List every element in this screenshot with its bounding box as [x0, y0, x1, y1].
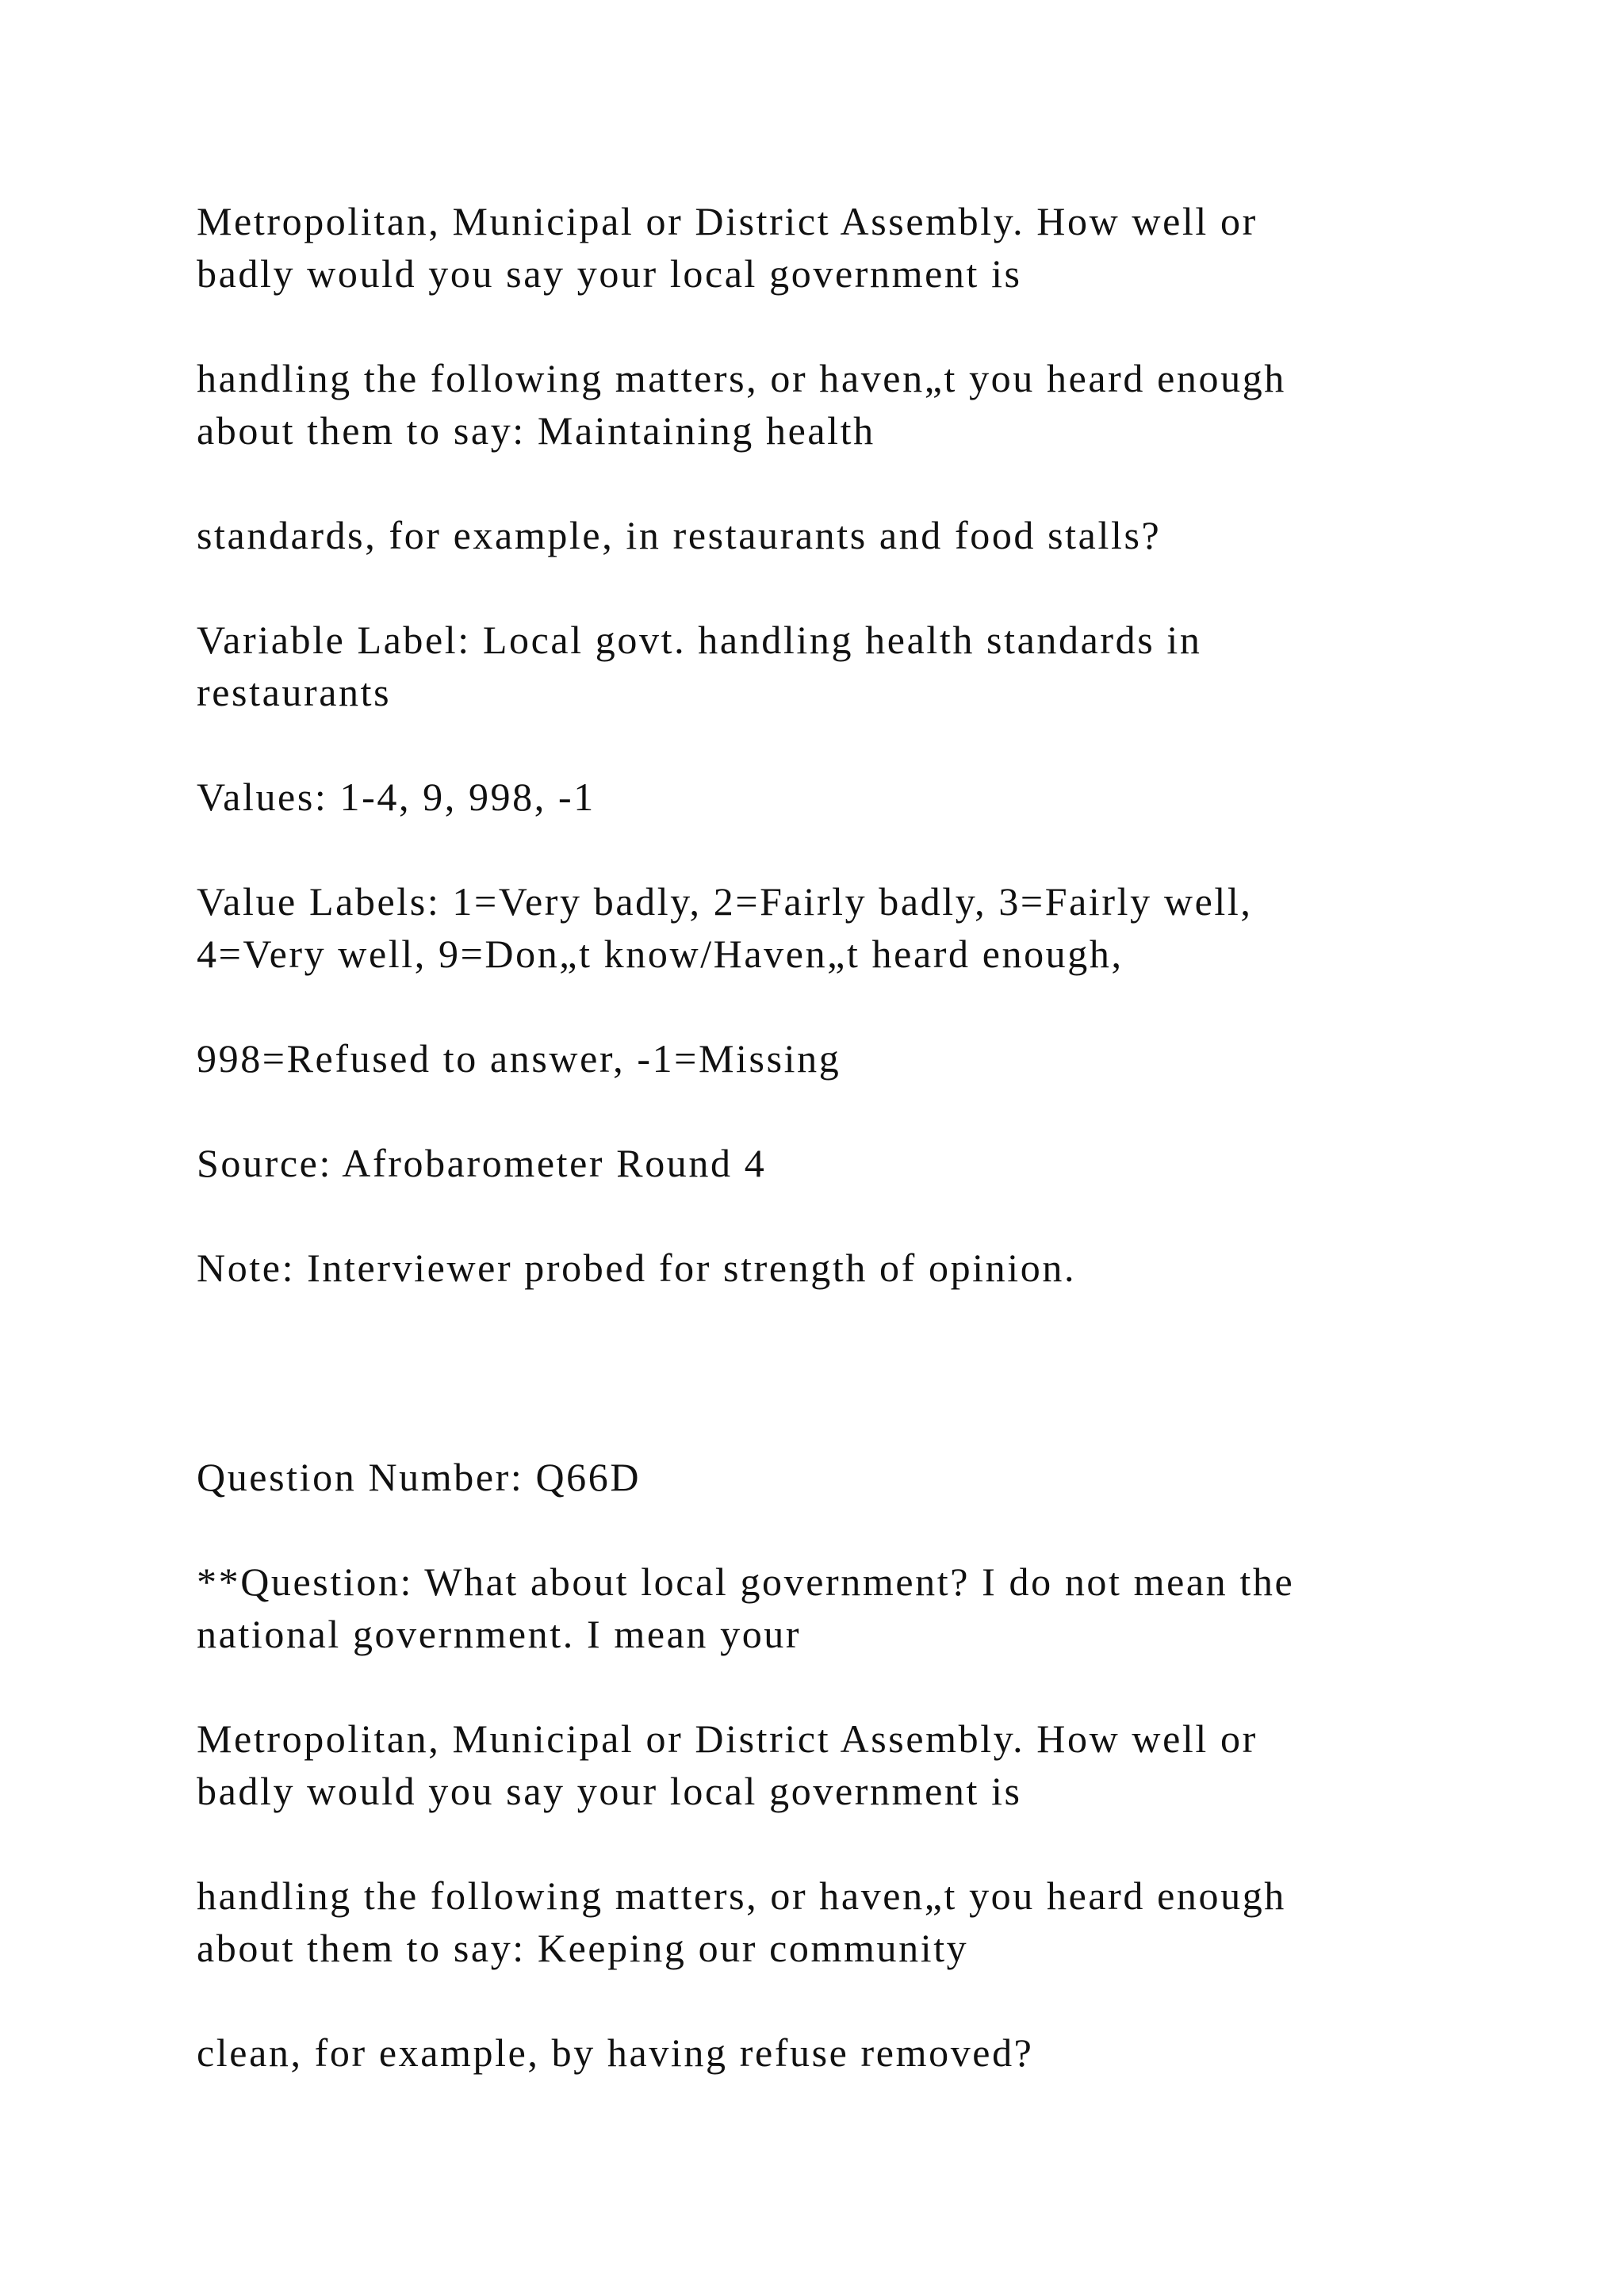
text-line: handling the following matters, or haven„t you heard enough [197, 1873, 1286, 1918]
text-line: Metropolitan, Municipal or District Assembly. How well or [197, 1716, 1258, 1761]
question-number-paragraph [197, 1451, 1481, 1503]
paragraph [197, 1869, 1481, 1974]
text-line: national government. I mean your [197, 1612, 802, 1656]
text-line: Values: 1-4, 9, 998, -1 [197, 775, 596, 819]
text-line: **Question: What about local government? I do not mean the [197, 1559, 1295, 1604]
variable-label-paragraph [197, 614, 1481, 718]
text-line: Variable Label: Local govt. handling health standards in [197, 618, 1202, 662]
text-line: standards, for example, in restaurants and food stalls? [197, 513, 1162, 557]
text-line: Question Number: Q66D [197, 1455, 642, 1499]
text-line: Source: Afrobarometer Round 4 [197, 1141, 767, 1185]
text-line: badly would you say your local government is [197, 1769, 1022, 1813]
source-paragraph [197, 1137, 1481, 1189]
text-line: 4=Very well, 9=Don„t know/Haven„t heard enough, [197, 932, 1124, 976]
text-line: about them to say: Maintaining health [197, 408, 875, 453]
text-line: badly would you say your local government is [197, 251, 1022, 296]
section-spacer [197, 1346, 1481, 1451]
note-paragraph [197, 1242, 1481, 1294]
text-line: 998=Refused to answer, -1=Missing [197, 1036, 841, 1081]
paragraph [197, 352, 1481, 457]
text-line: Note: Interviewer probed for strength of opinion. [197, 1246, 1077, 1290]
text-line: restaurants [197, 670, 392, 714]
document-body [197, 195, 1481, 2131]
text-line: Metropolitan, Municipal or District Assembly. How well or [197, 199, 1258, 243]
value-labels-continuation [197, 1032, 1481, 1085]
text-line: Value Labels: 1=Very badly, 2=Fairly badly, 3=Fairly well, [197, 879, 1253, 924]
value-labels-paragraph [197, 875, 1481, 980]
text-line: handling the following matters, or haven„t you heard enough [197, 356, 1286, 400]
paragraph [197, 509, 1481, 561]
values-paragraph [197, 771, 1481, 823]
paragraph [197, 195, 1481, 300]
paragraph [197, 1712, 1481, 1817]
question-paragraph [197, 1556, 1481, 1660]
text-line: clean, for example, by having refuse removed? [197, 2030, 1034, 2075]
text-line: about them to say: Keeping our community [197, 1926, 969, 1970]
paragraph [197, 2026, 1481, 2079]
